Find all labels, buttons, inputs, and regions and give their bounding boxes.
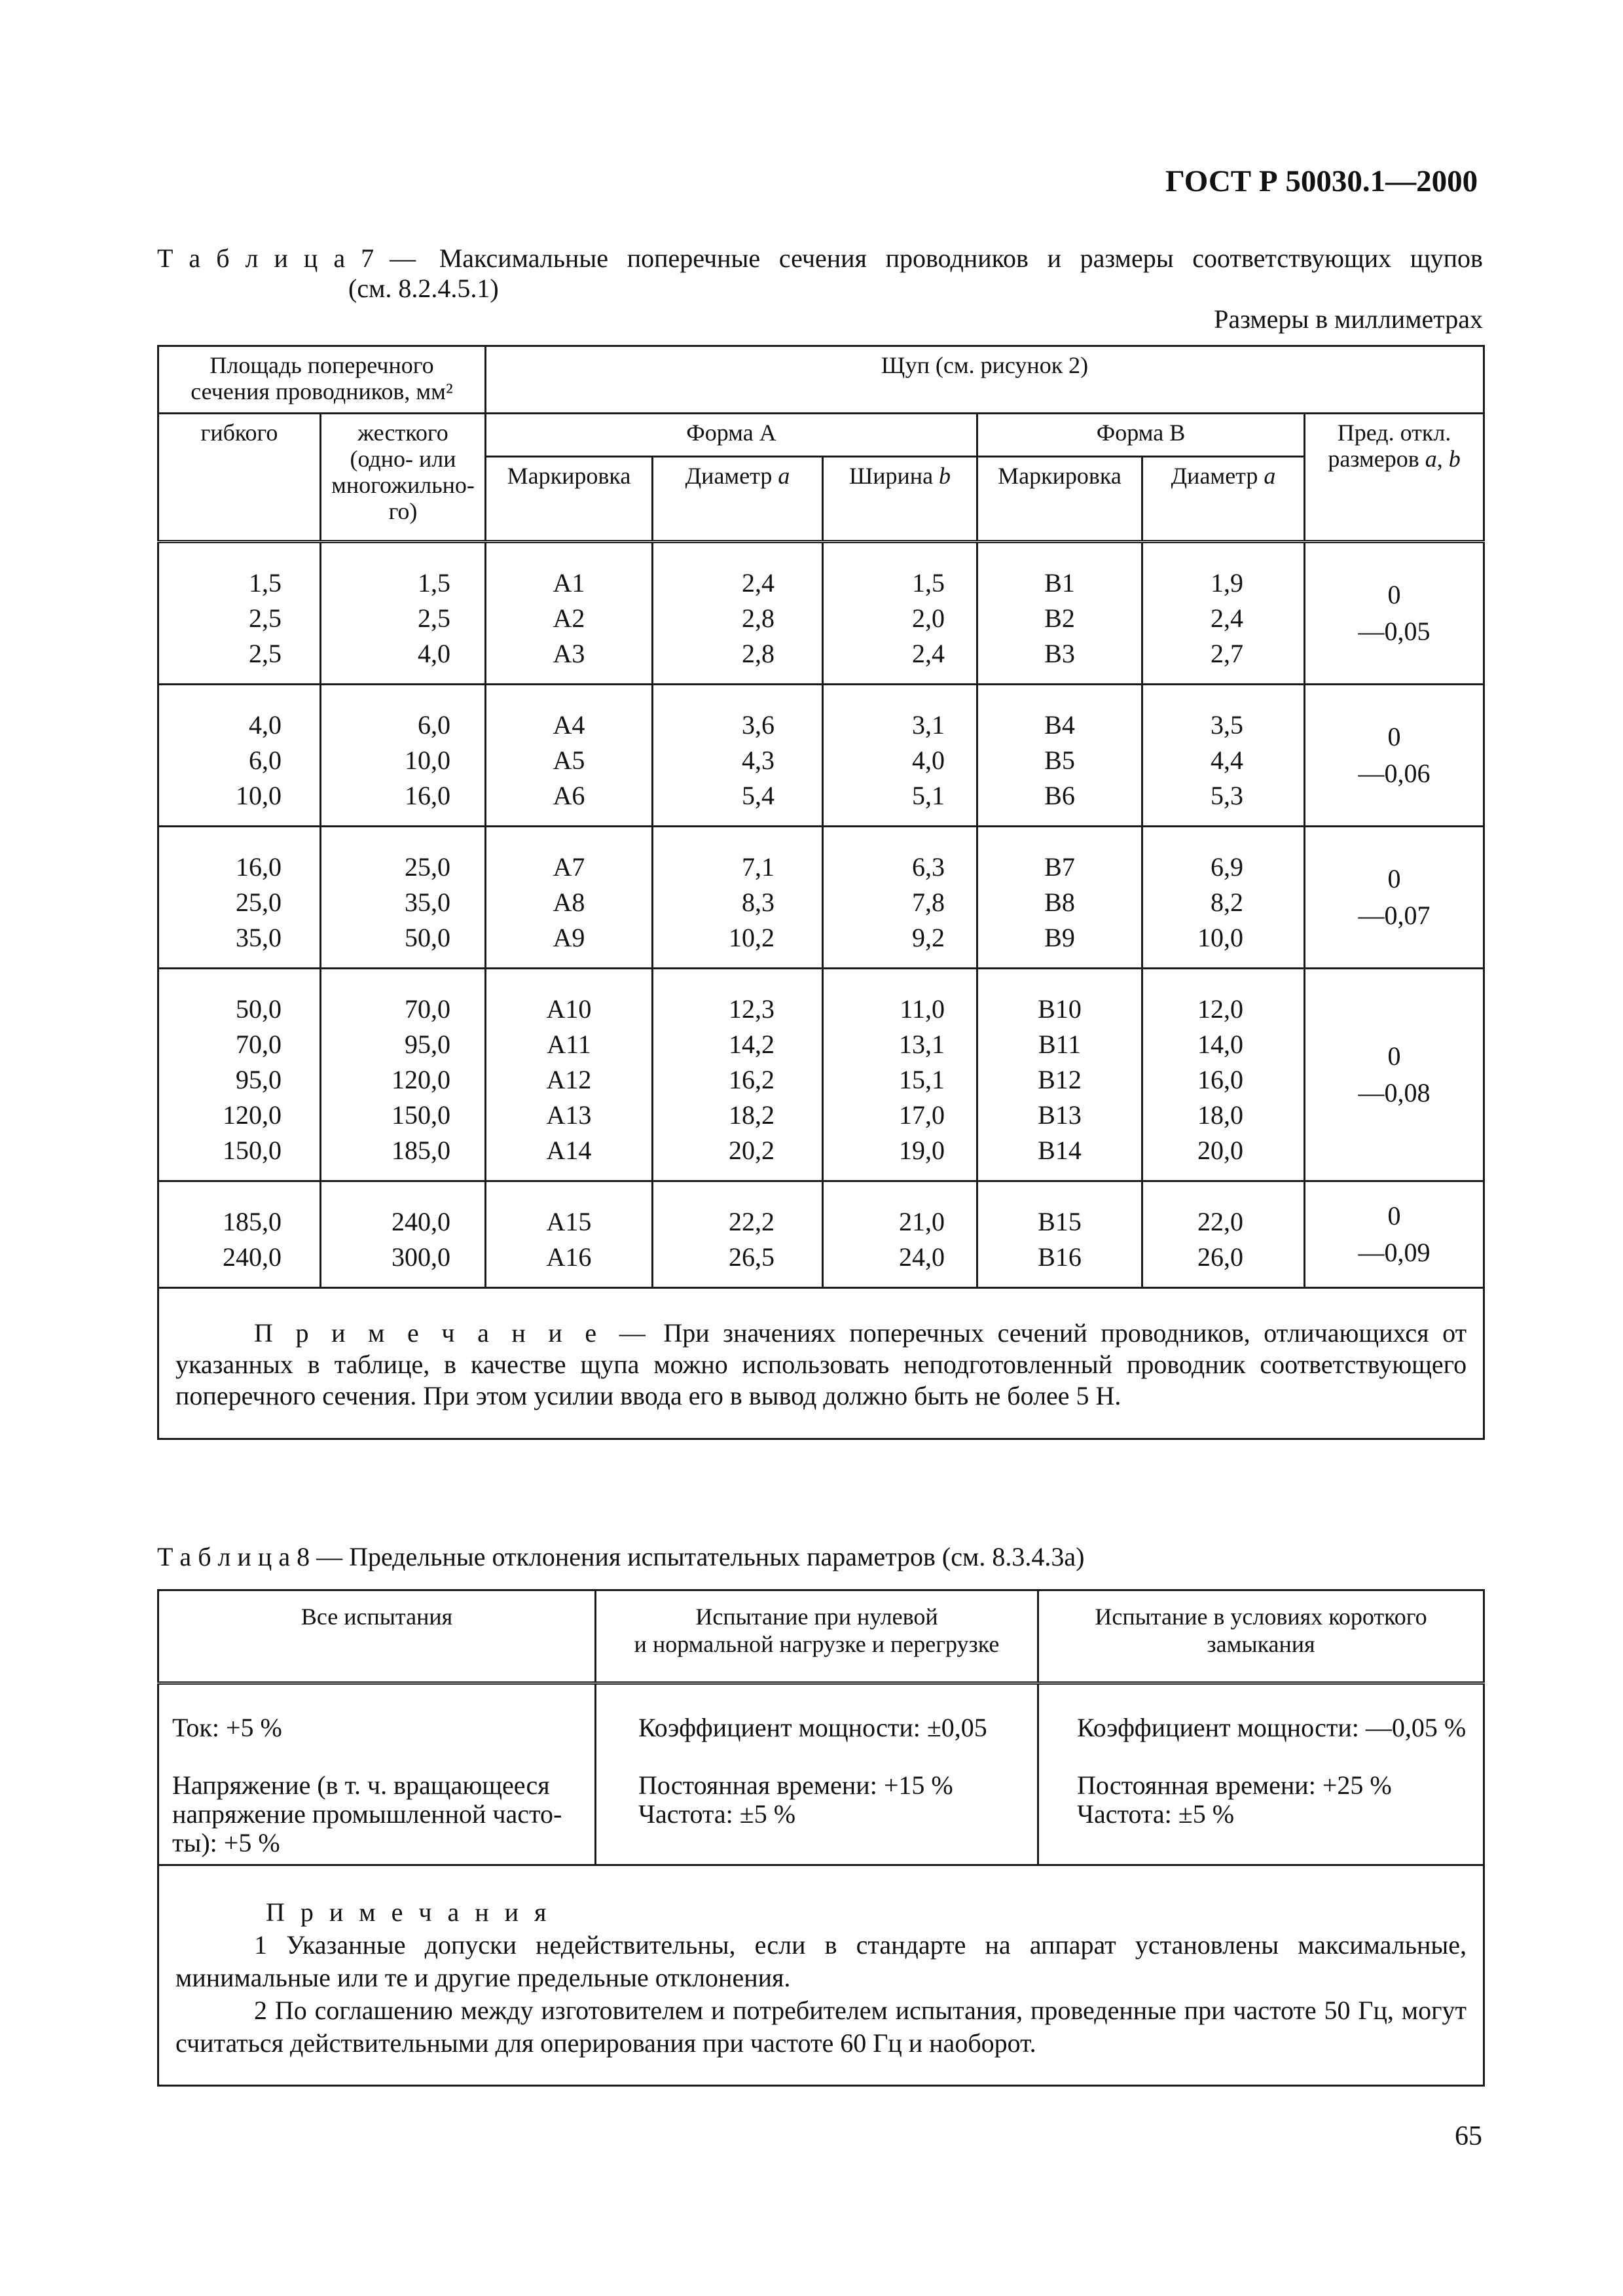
flexible-values: 16,0 25,0 35,0 (158, 827, 321, 969)
header-diameter-a: Диаметр a (653, 457, 823, 542)
note-text: При значениях поперечных сечений проводников, отличающихся от указанных в таблице, в качестве щупа можно использовать неподготовленный проводник соответствующего поперечного сечения. При этом усилии ввода его в вывод должно быть не более 5 Н. (175, 1318, 1467, 1410)
notes-title: П р и м е ч а н и я (266, 1897, 551, 1927)
header-form-a: Форма А (486, 414, 977, 457)
header-form-b: Форма В (977, 414, 1305, 457)
flexible-values: 185,0 240,0 (158, 1181, 321, 1288)
table7-row (158, 542, 1484, 685)
table8-notes (158, 1865, 1484, 2086)
tolerance-values: 0 —0,05 (1305, 542, 1484, 685)
form-b-diameter: 3,5 4,4 5,3 (1142, 685, 1305, 827)
current-tolerance: Ток: +5 % (172, 1713, 282, 1742)
form-a-marking: A1 A2 A3 (486, 542, 653, 685)
form-a-width: 6,3 7,8 9,2 (823, 827, 977, 969)
caption-word: сечения (778, 243, 867, 273)
form-b-marking: B4 B5 B6 (977, 685, 1142, 827)
rigid-values: 70,0 95,0 120,0 150,0 185,0 (321, 969, 486, 1181)
tolerance-values: 0 —0,08 (1305, 969, 1484, 1181)
flexible-values: 4,0 6,0 10,0 (158, 685, 321, 827)
form-a-marking: A7 A8 A9 (486, 827, 653, 969)
note-1: 1 Указанные допуски недействительны, если в стандарте на аппарат установлены максимальные, минимальные или те и другие предельные отклонения. (175, 1930, 1467, 1992)
header-tolerance: Пред. откл. размеров a, b (1305, 414, 1484, 542)
table7-row (158, 827, 1484, 969)
form-a-diameter: 3,6 4,3 5,4 (653, 685, 823, 827)
caption-word: размеры (1080, 243, 1174, 273)
frequency-normal: Частота: ±5 % (638, 1799, 796, 1829)
header-diameter-b: Диаметр a (1142, 457, 1305, 542)
note-label: П р и м е ч а н и е — (254, 1318, 650, 1348)
time-constant-normal: Постоянная времени: +15 % (638, 1770, 953, 1800)
tolerance-values: 0 —0,09 (1305, 1181, 1484, 1288)
form-a-diameter: 22,2 26,5 (653, 1181, 823, 1288)
form-b-diameter: 6,9 8,2 10,0 (1142, 827, 1305, 969)
form-a-diameter: 12,3 14,2 16,2 18,2 20,2 (653, 969, 823, 1181)
form-a-marking: A4 A5 A6 (486, 685, 653, 827)
form-b-marking: B7 B8 B9 (977, 827, 1142, 969)
header-flexible: гибкого (158, 414, 321, 542)
table8-caption-text: Т а б л и ц а 8 — Предельные отклонения испытательных параметров (см. 8.3.4.3а) (157, 1542, 1085, 1571)
table7-row (158, 1181, 1484, 1288)
form-b-diameter: 1,9 2,4 2,7 (1142, 542, 1305, 685)
table8-caption (157, 1542, 1084, 1572)
header-probe: Щуп (см. рисунок 2) (486, 346, 1484, 414)
header-width-b: Ширина b (823, 457, 977, 542)
caption-word: соответствующих (1192, 243, 1392, 273)
caption-word: Максимальные (439, 243, 609, 273)
all-tests-cell (158, 1683, 596, 1865)
table7-reference: (см. 8.2.4.5.1) (348, 274, 499, 303)
form-b-marking: B1 B2 B3 (977, 542, 1142, 685)
table8 (157, 1589, 1485, 2087)
rigid-values: 1,5 2,5 4,0 (321, 542, 486, 685)
power-factor-normal: Коэффициент мощности: ±0,05 (638, 1713, 987, 1742)
header-marking-a: Маркировка (486, 457, 653, 542)
table7-row (158, 969, 1484, 1181)
header-normal-load: Испытание при нулевой и нормальной нагрузке и перегрузке (596, 1590, 1038, 1683)
header-short-circuit: Испытание в условиях короткого замыкания (1038, 1590, 1484, 1683)
form-a-marking: A10 A11 A12 A13 A14 (486, 969, 653, 1181)
table7 (157, 345, 1485, 1440)
rigid-values: 240,0 300,0 (321, 1181, 486, 1288)
caption-word: щупов (1410, 243, 1483, 273)
flexible-values: 50,0 70,0 95,0 120,0 150,0 (158, 969, 321, 1181)
header-conductor-area: Площадь поперечного сечения проводников, мм² (158, 346, 486, 414)
rigid-values: 25,0 35,0 50,0 (321, 827, 486, 969)
page-number: 65 (1455, 2121, 1482, 2151)
caption-word: поперечные (627, 243, 761, 273)
header-marking-b: Маркировка (977, 457, 1142, 542)
form-a-diameter: 2,4 2,8 2,8 (653, 542, 823, 685)
form-b-diameter: 12,0 14,0 16,0 18,0 20,0 (1142, 969, 1305, 1181)
form-a-width: 3,1 4,0 5,1 (823, 685, 977, 827)
form-a-width: 21,0 24,0 (823, 1181, 977, 1288)
form-a-marking: A15 A16 (486, 1181, 653, 1288)
tolerance-values: 0 —0,06 (1305, 685, 1484, 827)
units-note: Размеры в миллиметрах (1214, 304, 1483, 334)
form-b-marking: B10 B11 B12 B13 B14 (977, 969, 1142, 1181)
form-b-marking: B15 B16 (977, 1181, 1142, 1288)
table7-note (158, 1288, 1484, 1439)
frequency-short: Частота: ±5 % (1077, 1799, 1235, 1829)
normal-load-cell (596, 1683, 1038, 1865)
note-2: 2 По соглашению между изготовителем и потребителем испытания, проведенные при частоте 50 Гц, могут считаться действительными для оперирования при частоте 60 Гц и наоборот. (175, 1996, 1467, 2058)
header-all-tests: Все испытания (158, 1590, 596, 1683)
power-factor-short: Коэффициент мощности: —0,05 % (1077, 1713, 1467, 1742)
short-circuit-cell (1038, 1683, 1484, 1865)
standard-designation: ГОСТ Р 50030.1—2000 (1165, 164, 1478, 198)
table7-body (158, 542, 1484, 1288)
form-a-width: 1,5 2,0 2,4 (823, 542, 977, 685)
header-rigid: жесткого (одно- или многожильно- го) (321, 414, 486, 542)
form-a-width: 11,0 13,1 15,1 17,0 19,0 (823, 969, 977, 1181)
table7-caption (157, 243, 1483, 304)
form-b-diameter: 22,0 26,0 (1142, 1181, 1305, 1288)
time-constant-short: Постоянная времени: +25 % (1077, 1770, 1392, 1800)
table7-caption-title (157, 243, 1483, 274)
caption-word: и (1047, 243, 1061, 273)
caption-word: проводников (885, 243, 1029, 273)
voltage-tolerance: Напряжение (в т. ч. вращающееся напряжение промышленной частоты): +5 % (172, 1770, 562, 1857)
flexible-values: 1,5 2,5 2,5 (158, 542, 321, 685)
form-a-diameter: 7,1 8,3 10,2 (653, 827, 823, 969)
table7-label: Т а б л и ц а 7 — (157, 243, 421, 273)
table7-row (158, 685, 1484, 827)
tolerance-values: 0 —0,07 (1305, 827, 1484, 969)
rigid-values: 6,0 10,0 16,0 (321, 685, 486, 827)
